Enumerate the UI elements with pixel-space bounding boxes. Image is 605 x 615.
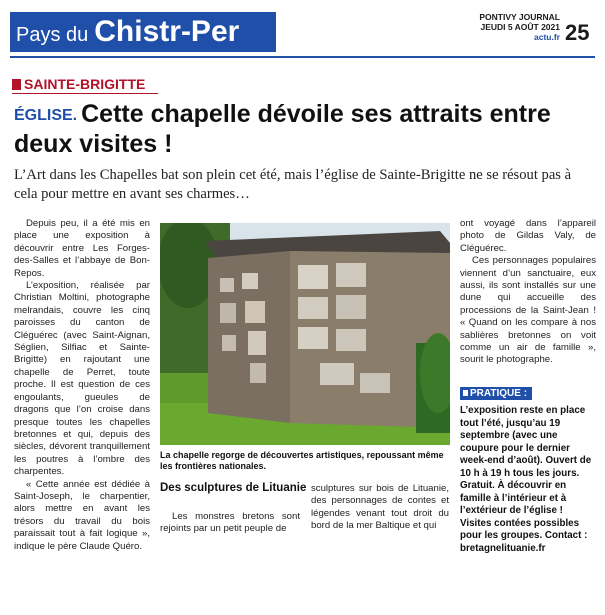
kicker-square-icon bbox=[12, 79, 21, 90]
kicker-underline bbox=[12, 93, 158, 94]
article-standfirst: L’Art dans les Chapelles bat son plein cet été, mais l’église de Sainte-Brigitte ne se résout pas à cela pour mettre en avant ses charmes… bbox=[14, 167, 572, 202]
publication-info bbox=[470, 12, 560, 42]
article-kicker bbox=[12, 76, 145, 92]
headline-tag: ÉGLISE. bbox=[14, 107, 78, 124]
paragraph: sculptures sur bois de Lituanie, des personnages de contes et légendes venant tout droit du bord de la mer Baltique et qui bbox=[311, 483, 449, 532]
practical-info-text bbox=[460, 405, 596, 555]
paragraph: L’exposition, réalisée par Christian Moltini, photographe melrandais, couvre les cinq paroisses du canton de Cléguérec (avec Saint-Aignan, Séglien, Silfiac et Sainte-Brigitte) en rajoutant une chapelle de Perret, toute proche. Il est question de ces engoulants, gueules de dragons que l’on croise dans presque toutes les chapelles bretonnes et qui, depuis des siècles, dévorent tranquillement les poutres à l’ombre des charpentes. bbox=[14, 280, 150, 478]
practical-info-label-text: PRATIQUE : bbox=[470, 388, 528, 399]
publication-date: JEUDI 5 AOÛT 2021 bbox=[480, 22, 560, 32]
chapel-photo bbox=[160, 223, 450, 445]
photo-caption: La chapelle regorge de découvertes artistiques, repoussant même les frontières nationales. bbox=[160, 450, 444, 471]
label-square-icon bbox=[463, 390, 468, 396]
paragraph: Les monstres bretons sont rejoints par un petit peuple de bbox=[160, 511, 300, 535]
practical-info-body: L’exposition reste en place tout l’été, jusqu’au 19 septembre (avec une coupure pour le dernier week-end d’août). Ouvert de 10 h à 19 h tous les jours. Gratuit. À découvrir en famille à l’intérieur et à l’extérieur de l’église ! Visites contées possibles pour les groupes. Contact : bretagnelituanie.fr bbox=[460, 405, 592, 554]
paragraph: Depuis peu, il a été mis en place une exposition à découvrir entre Les Forges-des-Salles et l’abbaye de Bon-Repos. bbox=[14, 218, 150, 279]
article-column-3 bbox=[460, 218, 596, 367]
section-banner-title: Chistr-Per bbox=[94, 15, 240, 48]
paragraph: « Cette année est dédiée à Saint-Joseph, le charpentier, alors mettre en avant les trésors du travail du bois paraissait tout à fait logique », indique le père Claude Quéro. bbox=[14, 478, 150, 552]
page-number: 25 bbox=[565, 20, 590, 45]
article-subhead: Des sculptures de Lituanie bbox=[160, 482, 307, 494]
section-banner bbox=[10, 12, 276, 52]
article-column-1 bbox=[14, 218, 150, 553]
header-rule bbox=[10, 56, 595, 58]
publication-name: PONTIVY JOURNAL bbox=[479, 12, 560, 22]
practical-info-box bbox=[460, 383, 596, 555]
chapel-photo-illustration bbox=[160, 223, 450, 445]
article-column-2a bbox=[160, 511, 300, 536]
article-headline bbox=[14, 100, 594, 158]
section-banner-prefix: Pays du bbox=[16, 24, 89, 46]
kicker-text: SAINTE-BRIGITTE bbox=[24, 76, 146, 92]
article-column-2b bbox=[311, 483, 449, 533]
headline-text: Cette chapelle dévoile ses attraits entre deux visites ! bbox=[14, 100, 551, 158]
paragraph: Ces personnages populaires viennent d’un sanctuaire, eux aussi, ils sont installés sur une dune qui accueille des processions de la Saint-Jean ! « Quand on les compare à nos sablières bretonnes on voit comme un air de famille », sourit le photographe. bbox=[460, 255, 596, 366]
practical-info-label bbox=[460, 387, 532, 400]
paragraph: ont voyagé dans l’appareil photo de Gildas Valy, de Cléguérec. bbox=[460, 218, 596, 254]
publication-site: actu.fr bbox=[534, 32, 560, 42]
